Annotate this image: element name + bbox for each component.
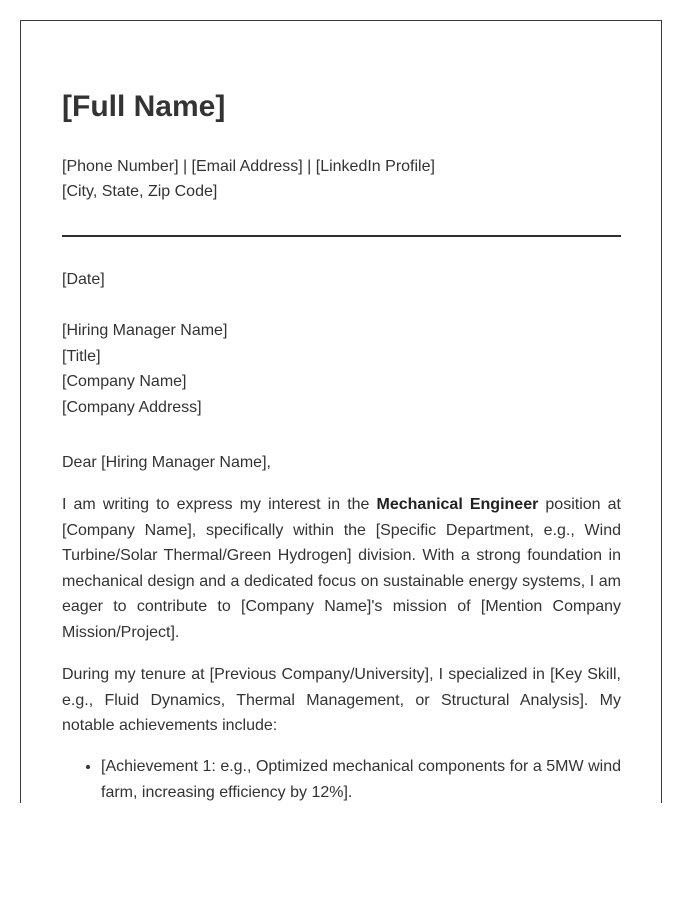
contact-line-city-state-zip: [City, State, Zip Code]	[62, 183, 218, 200]
recipient-company: [Company Name]	[62, 373, 187, 390]
full-name-heading: [Full Name]	[62, 90, 226, 123]
contact-line-phone-email-linkedin: [Phone Number] | [Email Address] | [LinkedIn Profile]	[62, 158, 435, 175]
recipient-address: [Company Address]	[62, 398, 202, 416]
salutation: Dear [Hiring Manager Name],	[62, 454, 271, 471]
recipient-name: [Hiring Manager Name]	[62, 322, 228, 339]
body-paragraph-experience: During my tenure at [Previous Company/University], I specialized in [Key Skill, e.g., Fluid Dynamics, Thermal Management, or Structural Analysis]. My notable achievements include:	[62, 666, 621, 734]
position-title: Mechanical Engineer	[376, 496, 539, 513]
body-paragraph-intro	[62, 492, 621, 645]
achievement-item: • [Achievement 1: e.g., Optimized mechanical components for a 5MW wind farm, increasing efficiency by 12%].	[101, 754, 621, 803]
recipient-block	[62, 318, 227, 420]
contact-info	[62, 154, 435, 204]
header-divider	[62, 235, 621, 237]
recipient-title: [Title]	[62, 347, 101, 365]
achievements-list	[62, 754, 621, 803]
intro-text-end: position at [Company Name], specifically within the [Specific Department, e.g., Wind Turbine/Solar Thermal/Green Hydrogen] division. With a strong foundation in mechanical design and a dedicated focus on sustainable energy systems, I am eager to contribute to [Company Name]'s mission of [Mention Company Mission/Project].	[62, 496, 621, 641]
letter-date: [Date]	[62, 271, 105, 288]
letter-page	[20, 20, 662, 803]
intro-text-start: I am writing to express my interest in the	[62, 496, 377, 513]
